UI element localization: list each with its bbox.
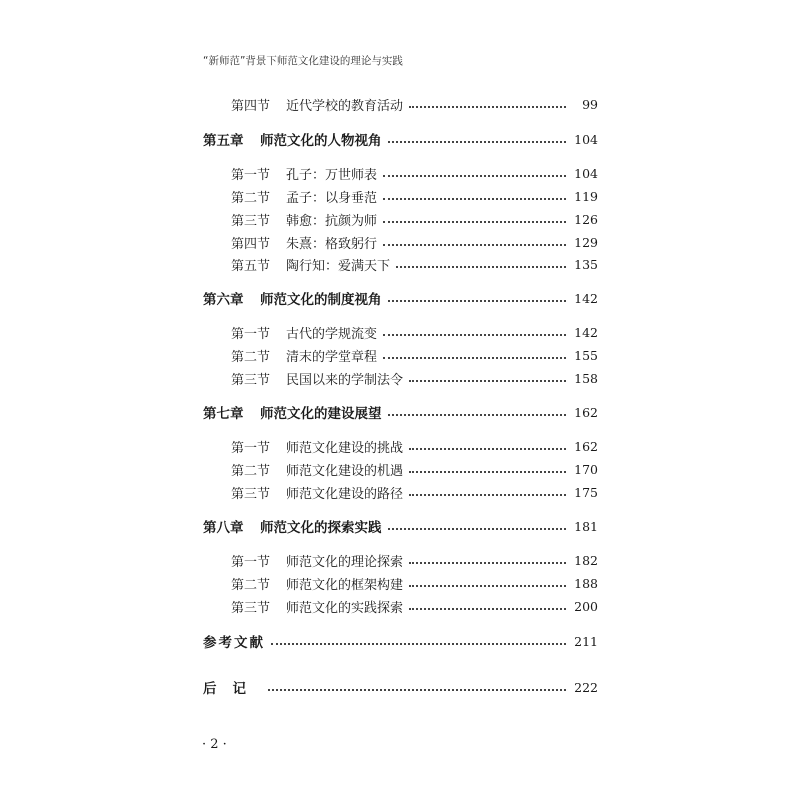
- toc-entry-page: 155: [574, 347, 598, 363]
- toc-entry-title: 古代的学规流变: [286, 326, 378, 342]
- dot-leader: [409, 493, 566, 496]
- dot-leader: [383, 356, 566, 359]
- toc-entry-label: 第一节: [231, 440, 271, 456]
- toc-entry-label: 第三节: [231, 372, 271, 388]
- toc-entry-label: 第三节: [231, 213, 271, 229]
- toc-entry-page: 181: [574, 518, 598, 534]
- toc-entry-page: 119: [574, 188, 598, 204]
- toc-entry-label: 第五章: [203, 133, 244, 149]
- toc-entry-page: 175: [574, 484, 598, 500]
- toc-entry-label: 第二节: [231, 190, 271, 206]
- toc-entry-page: 104: [574, 131, 598, 147]
- toc-entry-page: 182: [574, 552, 598, 568]
- toc-entry-label: 参考文献: [203, 635, 265, 651]
- toc-entry-label: 第七章: [203, 406, 244, 422]
- toc-entry-label: 第二节: [231, 349, 271, 365]
- toc-entry-label: 第四节: [231, 98, 271, 114]
- dot-leader: [383, 174, 566, 177]
- toc-entry-title: 陶行知：爱满天下: [286, 258, 391, 274]
- toc-entry-page: 104: [574, 165, 598, 181]
- toc-entry-section[interactable]: [231, 367, 598, 389]
- toc-entry-label: 第六章: [203, 292, 244, 308]
- toc-entry-page: 129: [574, 234, 598, 250]
- toc-entry-title: 孔子：万世师表: [286, 167, 378, 183]
- toc-entry-section[interactable]: [231, 93, 598, 115]
- dot-leader: [409, 379, 566, 382]
- toc-entry-page: 170: [574, 461, 598, 477]
- toc-entry-chapter[interactable]: [203, 128, 598, 150]
- toc-entry-title: 韩愈：抗颜为师: [286, 213, 378, 229]
- toc-entry-references[interactable]: [203, 630, 598, 652]
- toc-entry-title: 师范文化的制度视角: [260, 292, 382, 308]
- toc-entry-page: 222: [574, 679, 598, 695]
- toc-entry-page: 135: [574, 256, 598, 272]
- dot-leader: [388, 413, 567, 416]
- toc-entry-section[interactable]: [231, 435, 598, 457]
- dot-leader: [383, 197, 566, 200]
- dot-leader: [388, 527, 567, 530]
- toc-entry-chapter[interactable]: [203, 401, 598, 423]
- toc-entry-page: 200: [574, 598, 598, 614]
- dot-leader: [409, 447, 566, 450]
- toc-entry-section[interactable]: [231, 572, 598, 594]
- dot-leader: [268, 688, 566, 691]
- toc-entry-chapter[interactable]: [203, 515, 598, 537]
- dot-leader: [409, 105, 566, 108]
- dot-leader: [409, 584, 566, 587]
- toc-entry-page: 158: [574, 370, 598, 386]
- toc-entry-page: 188: [574, 575, 598, 591]
- dot-leader: [271, 642, 566, 645]
- dot-leader: [383, 333, 566, 336]
- toc-entry-title: 师范文化的框架构建: [286, 577, 404, 593]
- toc-entry-section[interactable]: [231, 208, 598, 230]
- toc-entry-section[interactable]: [231, 344, 598, 366]
- toc-entry-page: 142: [574, 290, 598, 306]
- toc-entry-title: 师范文化的实践探索: [286, 600, 404, 616]
- toc-entry-page: 162: [574, 438, 598, 454]
- toc-entry-page: 162: [574, 404, 598, 420]
- toc-entry-title: 清末的学堂章程: [286, 349, 378, 365]
- dot-leader: [388, 299, 567, 302]
- toc-entry-label: 第一节: [231, 326, 271, 342]
- page-number: · 2 ·: [202, 737, 227, 752]
- toc-entry-section[interactable]: [231, 231, 598, 253]
- dot-leader: [409, 470, 566, 473]
- toc-entry-page: 211: [574, 633, 598, 649]
- toc-entry-section[interactable]: [231, 321, 598, 343]
- dot-leader: [409, 607, 566, 610]
- toc-entry-section[interactable]: [231, 253, 598, 275]
- toc-entry-title: 朱熹：格致躬行: [286, 236, 378, 252]
- toc-entry-label: 第八章: [203, 520, 244, 536]
- toc-entry-title: 孟子：以身垂范: [286, 190, 378, 206]
- toc-entry-afterword[interactable]: [203, 676, 598, 698]
- toc-entry-section[interactable]: [231, 481, 598, 503]
- running-header: “新师范”背景下师范文化建设的理论与实践: [203, 55, 403, 67]
- toc-entry-label: 第二节: [231, 577, 271, 593]
- toc-entry-section[interactable]: [231, 595, 598, 617]
- toc-entry-chapter[interactable]: [203, 287, 598, 309]
- toc-entry-label: 第一节: [231, 167, 271, 183]
- dot-leader: [388, 140, 567, 143]
- toc-entry-title: 师范文化建设的机遇: [286, 463, 404, 479]
- toc-entry-label: 第三节: [231, 486, 271, 502]
- dot-leader: [383, 220, 566, 223]
- toc-entry-page: 126: [574, 211, 598, 227]
- toc-entry-section[interactable]: [231, 162, 598, 184]
- toc-entry-title: 民国以来的学制法令: [286, 372, 404, 388]
- toc-entry-label: 第四节: [231, 236, 271, 252]
- toc-entry-title: 师范文化建设的挑战: [286, 440, 404, 456]
- toc-entry-label: 第三节: [231, 600, 271, 616]
- dot-leader: [396, 265, 566, 268]
- toc-entry-section[interactable]: [231, 185, 598, 207]
- dot-leader: [409, 561, 566, 564]
- toc-entry-title: 师范文化建设的路径: [286, 486, 404, 502]
- toc-entry-title: 师范文化的探索实践: [260, 520, 382, 536]
- toc-entry-section[interactable]: [231, 549, 598, 571]
- toc-entry-page: 99: [582, 96, 598, 112]
- toc-entry-label: 后记: [203, 681, 262, 697]
- toc-entry-title: 近代学校的教育活动: [286, 98, 404, 114]
- toc-entry-section[interactable]: [231, 458, 598, 480]
- toc-entry-title: 师范文化的理论探索: [286, 554, 404, 570]
- toc-entry-label: 第五节: [231, 258, 271, 274]
- toc-entry-page: 142: [574, 324, 598, 340]
- toc-entry-label: 第一节: [231, 554, 271, 570]
- dot-leader: [383, 243, 566, 246]
- toc-entry-title: 师范文化的人物视角: [260, 133, 382, 149]
- toc-entry-label: 第二节: [231, 463, 271, 479]
- toc-entry-title: 师范文化的建设展望: [260, 406, 382, 422]
